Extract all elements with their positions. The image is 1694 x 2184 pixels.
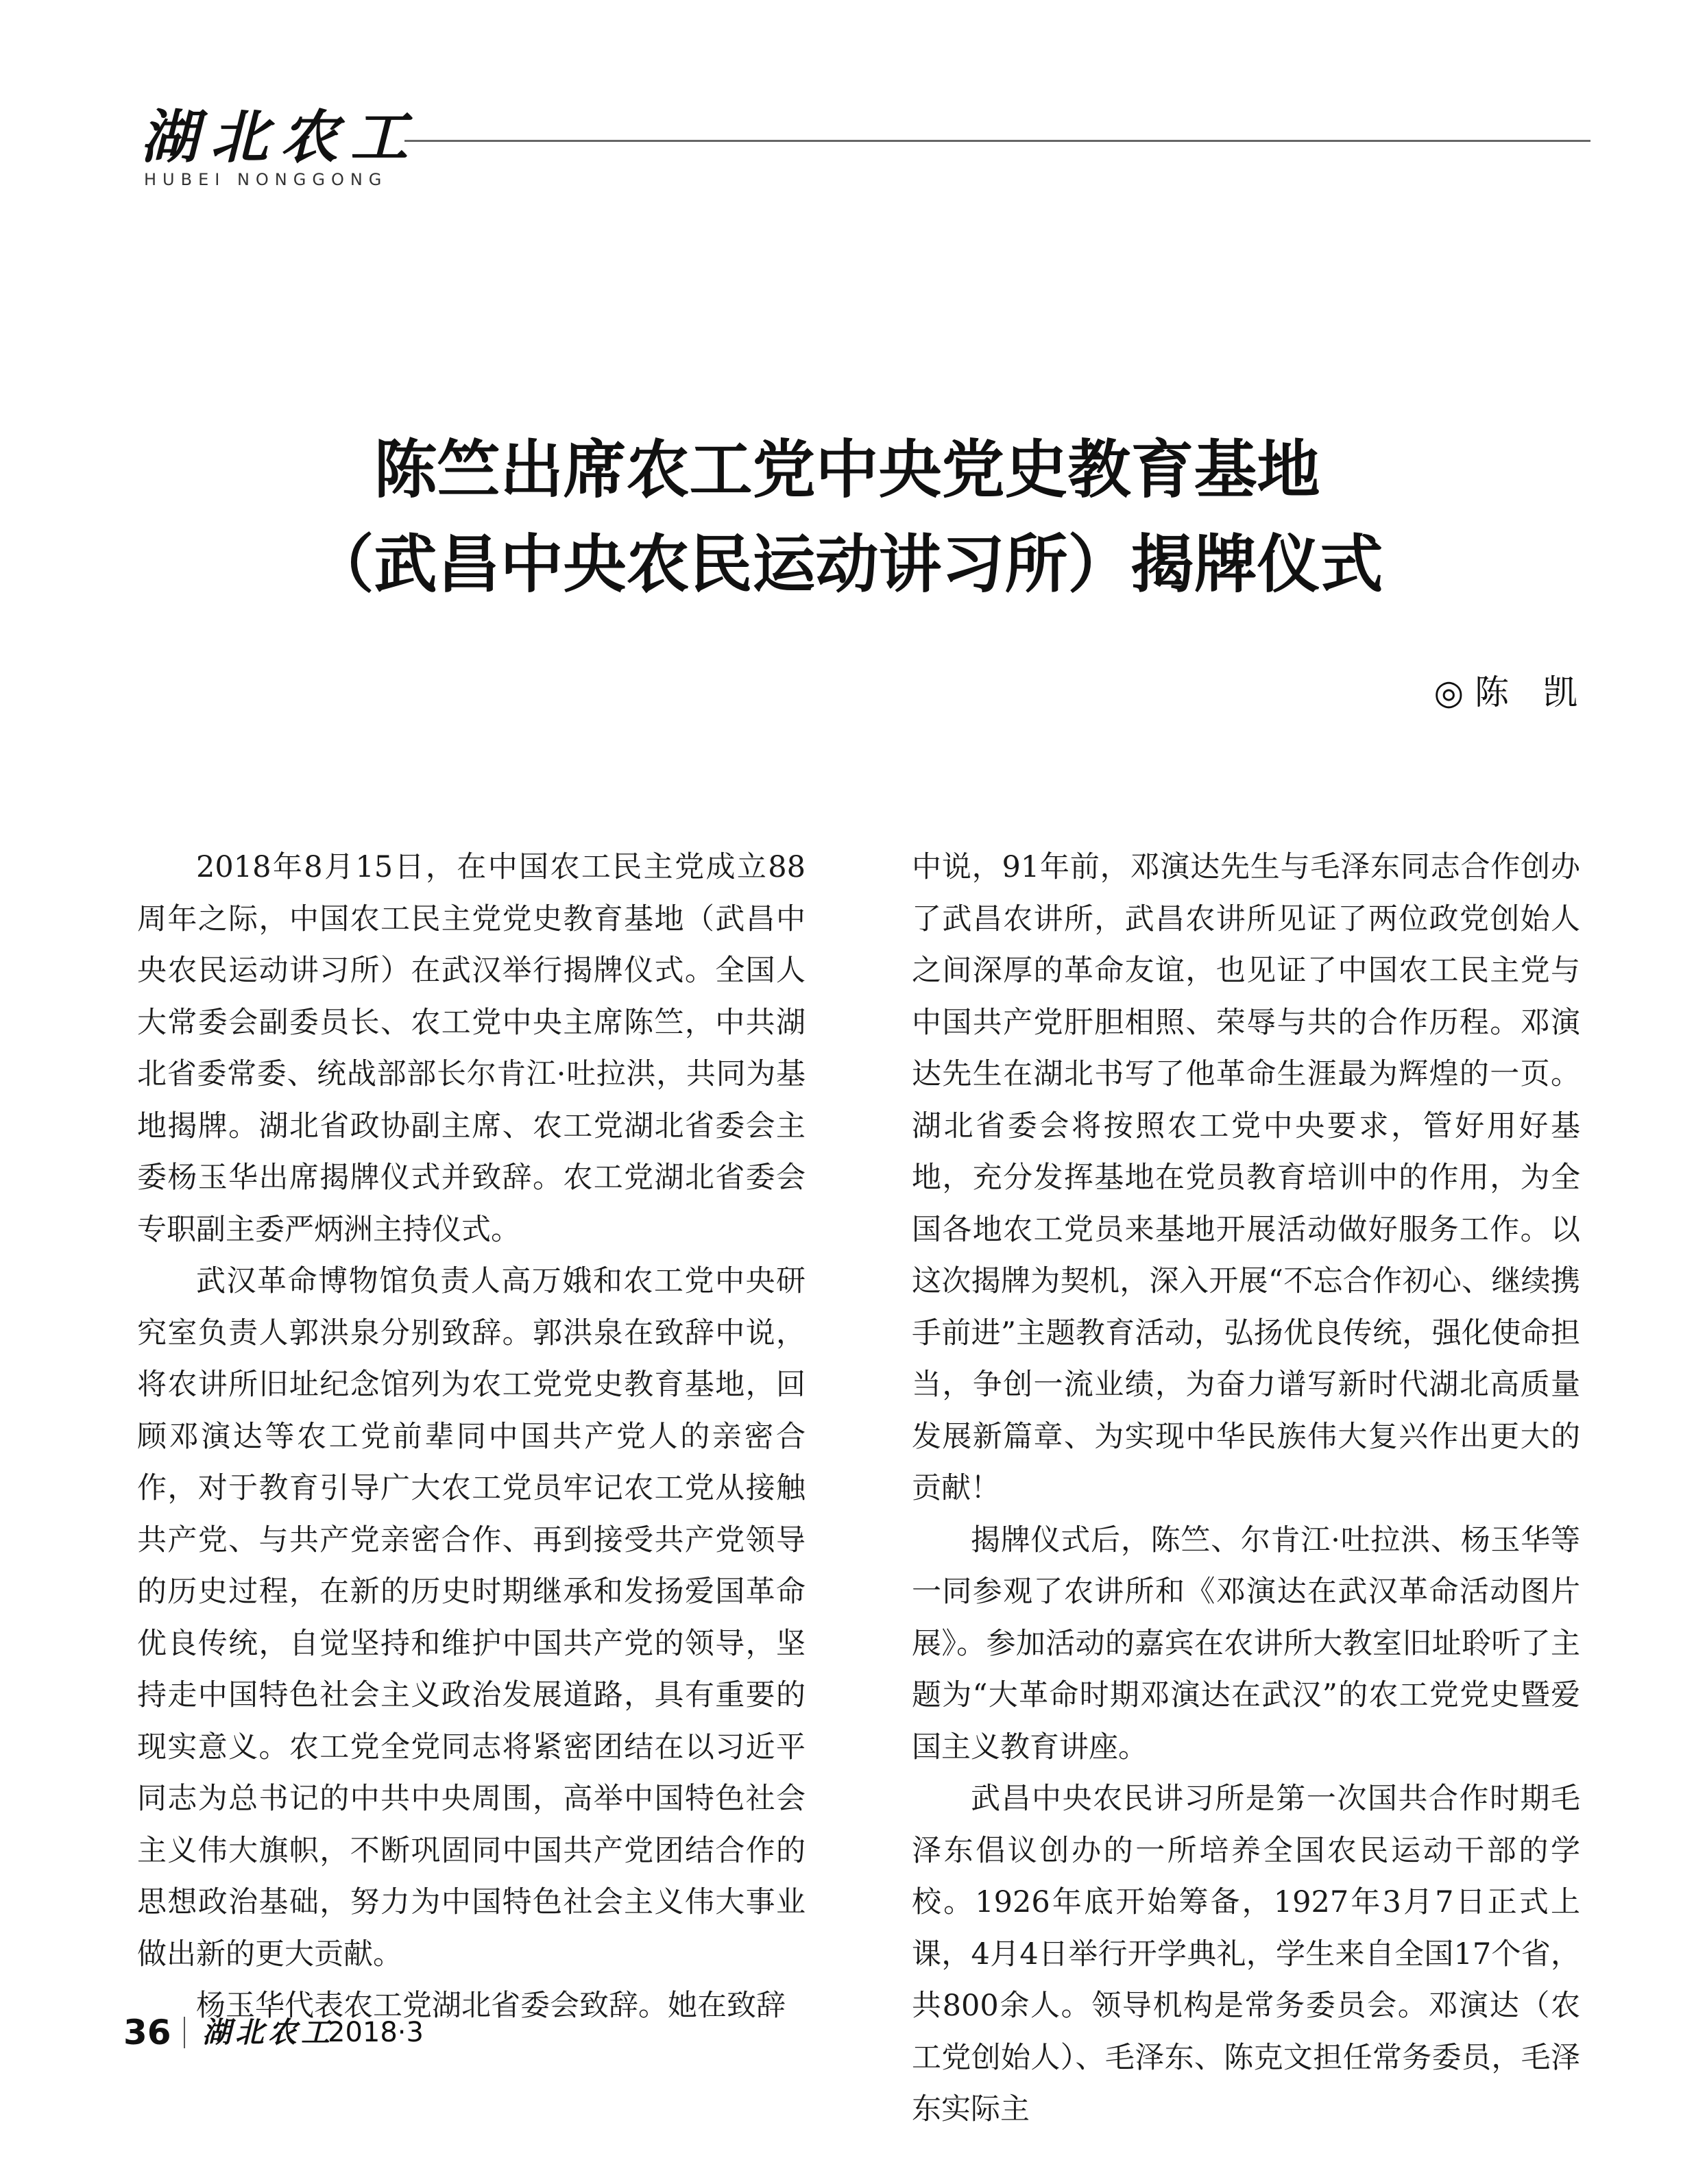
page-number: 36 — [123, 2013, 171, 2052]
paragraph: 2018年8月15日，在中国农工民主党成立88周年之际，中国农工民主党党史教育基地（武昌中央农民运动讲习所）在武汉举行揭牌仪式。全国人大常委会副委员长、农工党中央主席陈竺，中共湖北省委常委、统战部部长尔肯江·吐拉洪，共同为基地揭牌。湖北省政协副主席、农工党湖北省委会主委杨玉华出席揭牌仪式并致辞。农工党湖北省委会专职副主委严炳洲主持仪式。 — [137, 850, 806, 1247]
journal-logo: 湖北农工 — [141, 103, 421, 171]
header-rule — [404, 140, 1590, 142]
paragraph: 武昌中央农民讲习所是第一次国共合作时期毛泽东倡议创办的一所培养全国农民运动干部的学校。1926年底开始筹备，1927年3月7日正式上课，4月4日举行开学典礼，学生来自全国17个省，共800余人。领导机构是常务委员会。邓演达（农工党创始人）、毛泽东、陈克文担任常务委员，毛泽东实际主 — [912, 1782, 1580, 2126]
article-title-line-1: 陈竺出席农工党中央党史教育基地 — [374, 433, 1320, 507]
article-title-line-2: （武昌中央农民运动讲习所）揭牌仪式 — [311, 527, 1383, 601]
paragraph: 武汉革命博物馆负责人高万娥和农工党中央研究室负责人郭洪泉分别致辞。郭洪泉在致辞中说，将农讲所旧址纪念馆列为农工党党史教育基地，回顾邓演达等农工党前辈同中国共产党人的亲密合作，对于教育引导广大农工党员牢记农工党从接触共产党、与共产党亲密合作、再到接受共产党领导的历史过程，在新的历史时期继承和发扬爱国革命优良传统，自觉坚持和维护中国共产党的领导，坚持走中国特色社会主义政治发展道路，具有重要的现实意义。农工党全党同志将紧密团结在以习近平同志为总书记的中共中央周围，高举中国特色社会主义伟大旗帜，不断巩固同中国共产党团结合作的思想政治基础，努力为中国特色社会主义伟大事业做出新的更大贡献。 — [137, 1264, 806, 1971]
paragraph: 杨玉华代表农工党湖北省委会致辞。她在致辞 — [196, 1989, 786, 2023]
journal-logo-pinyin: HUBEI NONGGONG — [144, 170, 388, 189]
footer-issue: 2018·3 — [328, 2017, 424, 2048]
paragraph: 揭牌仪式后，陈竺、尔肯江·吐拉洪、杨玉华等一同参观了农讲所和《邓演达在武汉革命活动图片展》。参加活动的嘉宾在农讲所大教室旧址聆听了主题为“大革命时期邓演达在武汉”的农工党党史暨爱国主义教育讲座。 — [912, 1522, 1580, 1764]
right-column — [912, 842, 1580, 2136]
article-author: ◎ 陈 凯 — [1433, 672, 1577, 712]
footer-journal-name: 湖北农工 — [202, 2015, 335, 2049]
paragraph-continuation: 中说，91年前，邓演达先生与毛泽东同志合作创办了武昌农讲所，武昌农讲所见证了两位政党创始人之间深厚的革命友谊，也见证了中国农工民主党与中国共产党肝胆相照、荣辱与共的合作历程。邓演达先生在湖北书写了他革命生涯最为辉煌的一页。湖北省委会将按照农工党中央要求，管好用好基地，充分发挥基地在党员教育培训中的作用，为全国各地农工党员来基地开展活动做好服务工作。以这次揭牌为契机，深入开展“不忘合作初心、继续携手前进”主题教育活动，弘扬优良传统，强化使命担当，争创一流业绩，为奋力谱写新时代湖北高质量发展新篇章、为实现中华民族伟大复兴作出更大的贡献！ — [912, 850, 1580, 1505]
left-column — [137, 842, 806, 2033]
footer-divider — [184, 2017, 185, 2048]
